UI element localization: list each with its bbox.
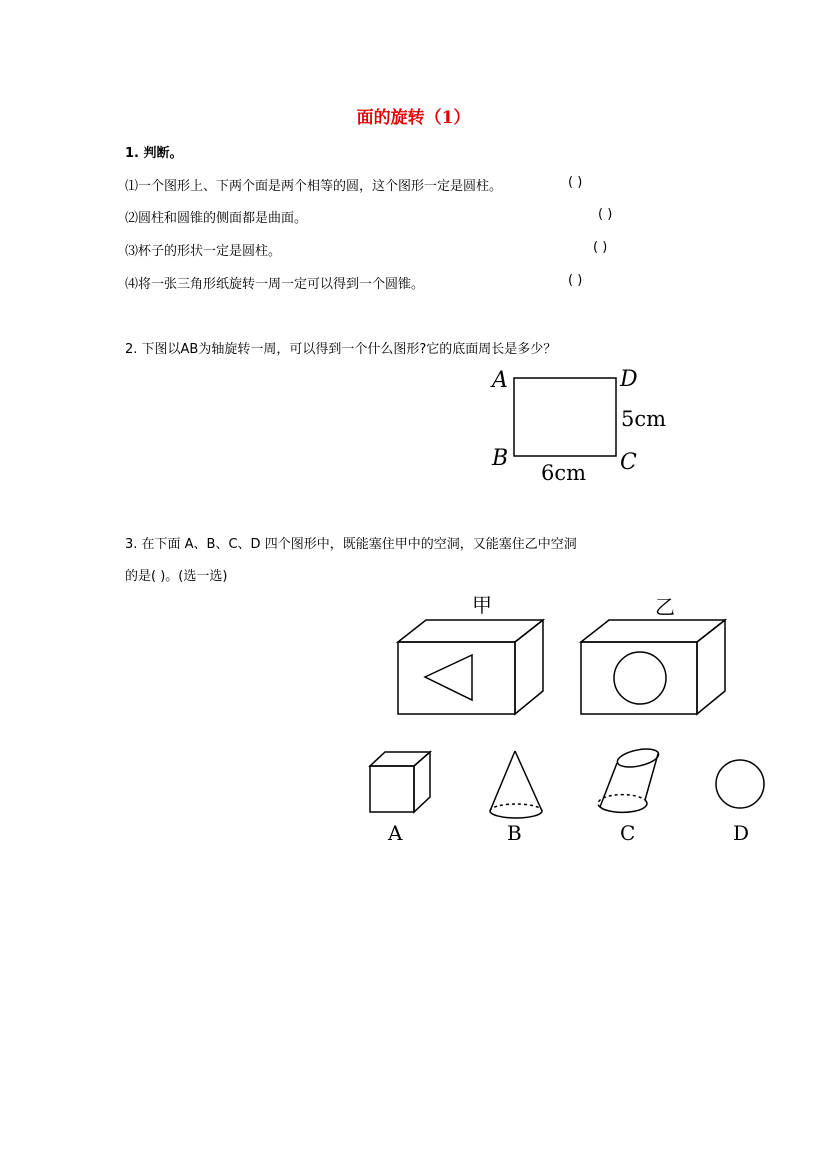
label-b: B [492,446,509,471]
q1-item-1: ⑴一个图形上、下两个面是两个相等的圆，这个图形一定是圆柱。 [125,179,503,194]
q1-item-3: ⑶杯子的形状一定是圆柱。 [125,244,282,259]
box-jia-label: 甲 [472,593,492,617]
rectangle-abcd [514,378,616,456]
option-b-cone [490,751,542,818]
option-c-label[interactable]: C [620,821,636,845]
option-a-cube [370,752,430,812]
q3-figure [355,590,785,855]
triangle-hole [425,655,472,700]
option-d-label[interactable]: D [733,821,750,845]
box-yi [581,620,725,714]
q1-item-4: ⑷将一张三角形纸旋转一周一定可以得到一个圆锥。 [125,277,425,292]
q3-text-line1: 3. 在下面 A、B、C、D 四个图形中，既能塞住甲中的空洞，又能塞住乙中空洞 [125,537,577,552]
q1-item-2: ⑵圆柱和圆锥的侧面都是曲面。 [125,211,308,226]
side-length-label: 5cm [621,407,667,431]
option-b-label[interactable]: B [507,821,522,845]
label-a: A [492,368,508,393]
bottom-length-label: 6cm [541,461,587,485]
option-d-circle [716,760,764,808]
q1-answer-blank-4[interactable]: ( ) [568,273,583,288]
q1-heading: 1. 判断。 [125,146,183,161]
label-d: D [620,367,638,392]
box-yi-label: 乙 [655,595,675,619]
box-jia [398,620,543,714]
page-title: 面的旋转（1） [356,108,471,128]
q2-text: 2. 下图以AB为轴旋转一周，可以得到一个什么图形?它的底面周长是多少？ [125,342,557,357]
q1-answer-blank-2[interactable]: ( ) [598,207,613,222]
option-a-label[interactable]: A [388,821,403,845]
label-c: C [620,450,637,475]
rectangle-figure [485,360,685,490]
option-c-cylinder [598,746,660,813]
circle-hole [614,652,666,704]
q1-answer-blank-1[interactable]: ( ) [568,175,583,190]
q1-answer-blank-3[interactable]: ( ) [593,240,608,255]
q3-text-line2: 的是( )。(选一选) [125,569,228,584]
